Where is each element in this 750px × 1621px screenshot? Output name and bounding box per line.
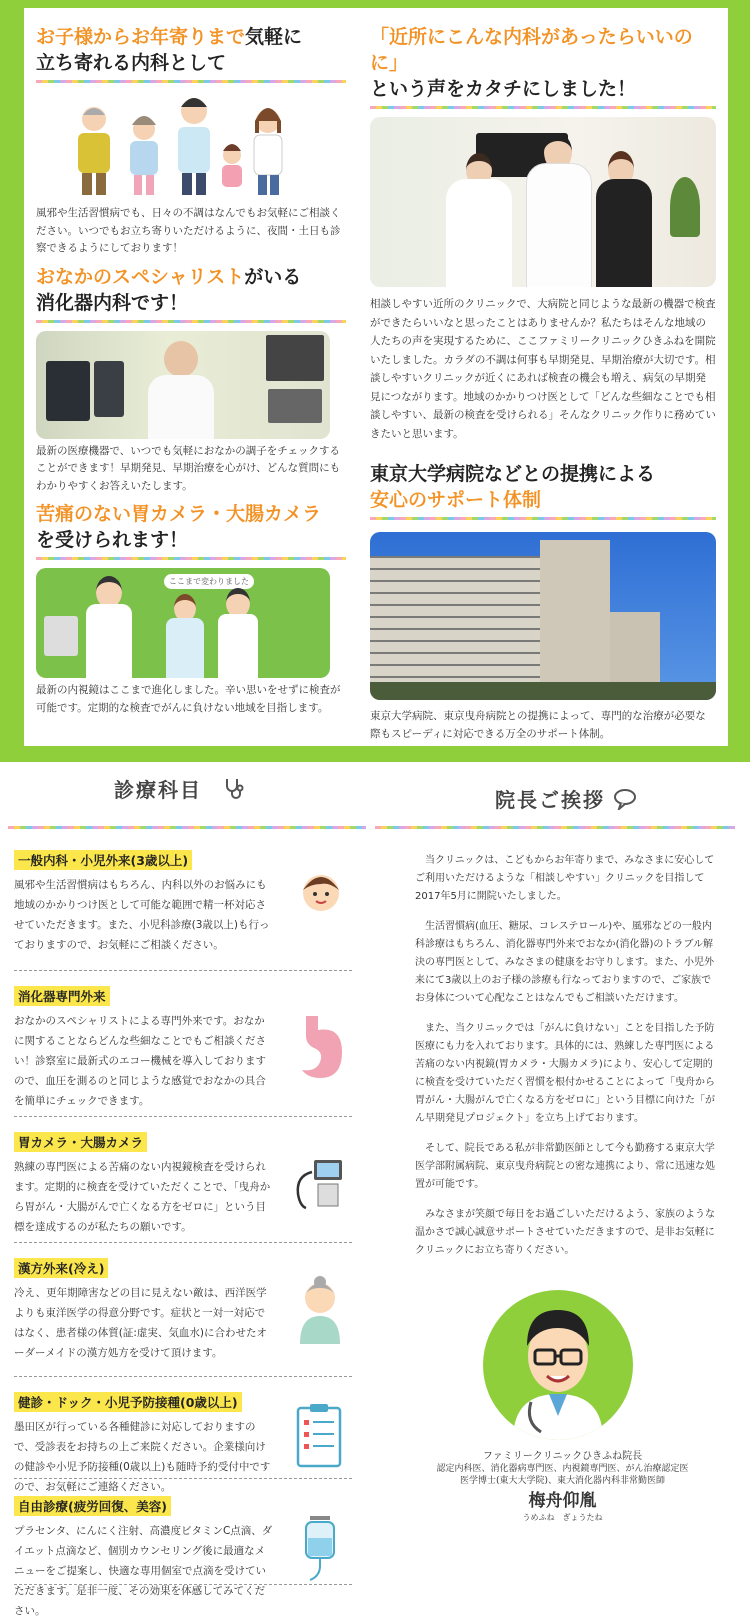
dept-text: 墨田区が行っている各種健診に対応しておりますので、受診表をお持ちの上ご来院ください。企業様向けの健診や小児予防接種(0歳以上)も随時予約受付中ですので、お気軽にご連絡ください。 [14, 1421, 271, 1493]
family-illustration [66, 91, 346, 199]
heading-neighborhood: 「近所にこんな内科があったらいいのに」 という声をカタチにしました！ [370, 26, 693, 100]
shinryo-title: 診療科目 [114, 778, 202, 802]
mother-figure [254, 108, 282, 195]
divider [14, 1584, 352, 1585]
aisatsu-section [375, 762, 750, 1590]
aisatsu-title: 院長ご挨拶 [495, 788, 605, 812]
endoscope-illustration [36, 568, 330, 678]
color-rule [370, 106, 716, 109]
father-figure [178, 98, 210, 195]
dept-tag: 消化器専門外来 [14, 986, 110, 1006]
stomach-icon [296, 1012, 346, 1086]
greeting-body [415, 852, 715, 1260]
stethoscope-icon [222, 776, 246, 804]
iv-drip-icon [300, 1514, 340, 1594]
child-figure [222, 144, 242, 187]
color-rule [8, 826, 366, 829]
dept-tag: 漢方外来(冷え) [14, 1258, 108, 1278]
endoscope-monitor-icon [290, 1156, 346, 1216]
elderly-woman-icon [292, 1274, 348, 1348]
divider [14, 970, 352, 971]
greeting-paragraph: 生活習慣病(血圧、糖尿、コレステロール)や、風邪などの一般内科診療はもちろん、消化器専門外来でおなか(消化器)のトラブル解決の専門医として、みなさまの健康をお守りします。また、小児外来にて3歳以上のお子様の診療も行なっておりますので、ご家族でお身体について心配なことはなんでもご相談いただけます。 [415, 921, 714, 1004]
top-feature-panel [0, 0, 750, 762]
divider [14, 1376, 352, 1377]
greeting-paragraph: また、当クリニックでは「がんに負けない」ことを目指した予防医療にも力を入れております。具体的には、熟練した専門医による苦痛のない内視鏡(胃カメラ・大腸カメラ)により、安心して定期的に検査を受けていただく習慣を根付かせることによって「曳舟から胃がん・大腸がんで亡くなる方をゼロに」という目標に向けた「がん早期発見プロジェクト」を立ち上げております。 [415, 1023, 715, 1124]
color-rule [375, 826, 735, 829]
child-face-icon [296, 866, 346, 920]
specialist-text: 最新の医療機器で、いつでも気軽におなかの調子をチェックすることができます！早期発見、早期治療を心がけ、どんな質問にもわかりやすくお答えいたします。 [36, 444, 341, 492]
greeting-paragraph: みなさまが笑顔で毎日をお過ごしいただけるよう、家族のような温かさで誠心誠意サポートさせていただきますので、是非お気軽にクリニックにお立ち寄りください。 [415, 1209, 715, 1256]
partnership-text: 東京大学病院、東京曳舟病院との提携によって、専門的な治療が必要な際もスピーディに対応できる万全のサポート体制。 [370, 710, 706, 740]
grandma-figure [130, 116, 158, 195]
sig-credentials: 認定内科医、消化器病専門医、内視鏡専門医、がん治療認定医 [436, 1464, 689, 1474]
heading-specialist: おなかのスペシャリストがいる 消化器内科です！ [36, 265, 302, 314]
color-rule [36, 320, 346, 323]
director-portrait [483, 1290, 633, 1440]
heading-endoscope: 苦痛のない胃カメラ・大腸カメラ を受けられます！ [36, 503, 322, 551]
right-column [370, 24, 716, 743]
hospital-photo [370, 532, 716, 700]
director-name: 梅舟仰胤 [528, 1491, 597, 1511]
speech-bubble-icon [613, 788, 637, 814]
sig-credentials: 医学博士(東大大学院)、東大消化器内科非常勤医師 [459, 1476, 666, 1486]
director-signature [375, 1450, 750, 1523]
dept-text: 冷え、更年期障害などの目に見えない敵は、西洋医学よりも東洋医学の得意分野です。症状と一対一対応ではなく、患者様の体質(証:虚実、気血水)に合わせたオーダーメイドの漢方処方を受けて頂けます。 [14, 1287, 268, 1359]
dept-text: 熟練の専門医による苦痛のない内視鏡検査を受けられます。定期的に検査を受けていただくことで、「曳舟から胃がん・大腸がんで亡くなる方をゼロに」という目標を達成するのが私たちの願いです。 [14, 1161, 271, 1233]
endoscope-text: 最新の内視鏡はここまで進化しました。辛い思いをせずに検査が可能です。定期的な検査でがんに負けない地域を目指します。 [36, 684, 341, 714]
speech-bubble: ここまで変わりました [164, 574, 254, 589]
heading-family-clinic: お子様からお年寄りまで気軽に 立ち寄れる内科として [36, 26, 303, 74]
left-column [36, 24, 346, 717]
shinryo-section [0, 762, 375, 1617]
dept-text: 風邪や生活習慣病はもちろん、内科以外のお悩みにも地域のかかりつけ医として可能な範囲で精一杯対応させていただきます。また、小児科診療(3歳以上)も行っておりますので、お気軽にご相談ください。 [14, 879, 270, 951]
dept-tag: 自由診療(疲労回復、美容) [14, 1496, 171, 1516]
dept-tag: 胃カメラ・大腸カメラ [14, 1132, 147, 1152]
clinic-staff-photo [370, 117, 716, 287]
divider [14, 1242, 352, 1243]
dept-tag: 健診・ドック・小児予防接種(0歳以上) [14, 1392, 242, 1412]
sig-title: ファミリークリニックひきふね院長 [482, 1451, 643, 1462]
neighborhood-text: 相談しやすい近所のクリニックで、大病院と同じような最新の機器で検査ができたらいいなと思ったことはありませんか？私たちはそんな地域の人たちの声を実現するために、ここファミリークリニックひきふねを開院いたしました。カラダの不調は何事も早期発見、早期治療が大切です。相談しやすいクリニックが近くにあれば検査の機会も増え、病気の早期発見につながります。地域のかかりつけ医として「どんな些細なことでも相談しやすい、最新の検査を受けられる」そんなクリニック作りに務めていきたいと思います。 [370, 298, 716, 440]
doctor-office-photo [36, 331, 330, 439]
dept-text: プラセンタ、にんにく注射、高濃度ビタミンC点滴、ダイエット点滴など、個別カウンセリング後に最適なメニューをご提案し、快適な専用個室で点滴を受けていただきます。是非一度、その効果を体感してみてください。 [14, 1525, 273, 1617]
greeting-paragraph: 当クリニックは、こどもからお年寄りまで、みなさまに安心してご利用いただけるような「相談しやすい」クリニックを目指して2017年5月に開院いたしました。 [415, 855, 715, 902]
divider [14, 1478, 352, 1479]
color-rule [370, 517, 716, 520]
checklist-icon [296, 1402, 342, 1472]
divider [14, 1116, 352, 1117]
dept-tag: 一般内科・小児外来(3歳以上) [14, 850, 192, 870]
color-rule [36, 557, 346, 560]
top-feature-card [24, 8, 728, 746]
greeting-paragraph: そして、院長である私が非常勤医師として今も勤務する東京大学医学部附属病院、東京曳舟病院との密な連携により、常に迅速な処置が可能です。 [415, 1143, 715, 1190]
family-text: 風邪や生活習慣病でも、日々の不調はなんでもお気軽にご相談ください。いつでもお立ち寄りいただけるように、夜間・土日も診察できるようにしております！ [36, 207, 341, 254]
director-name-reading: うめふね ぎょうたね [522, 1513, 603, 1522]
grandpa-figure [78, 107, 110, 195]
color-rule [36, 80, 346, 83]
dept-text: おなかのスペシャリストによる専門外来です。おなかに関することならどんな些細なことでもご相談ください！診察室に最新式のエコー機械を導入しておりますので、血圧を測るのと同じような感覚でおなかの具合を簡単にチェックできます。 [14, 1015, 266, 1107]
heading-partnership: 東京大学病院などとの提携による 安心のサポート体制 [370, 463, 656, 511]
